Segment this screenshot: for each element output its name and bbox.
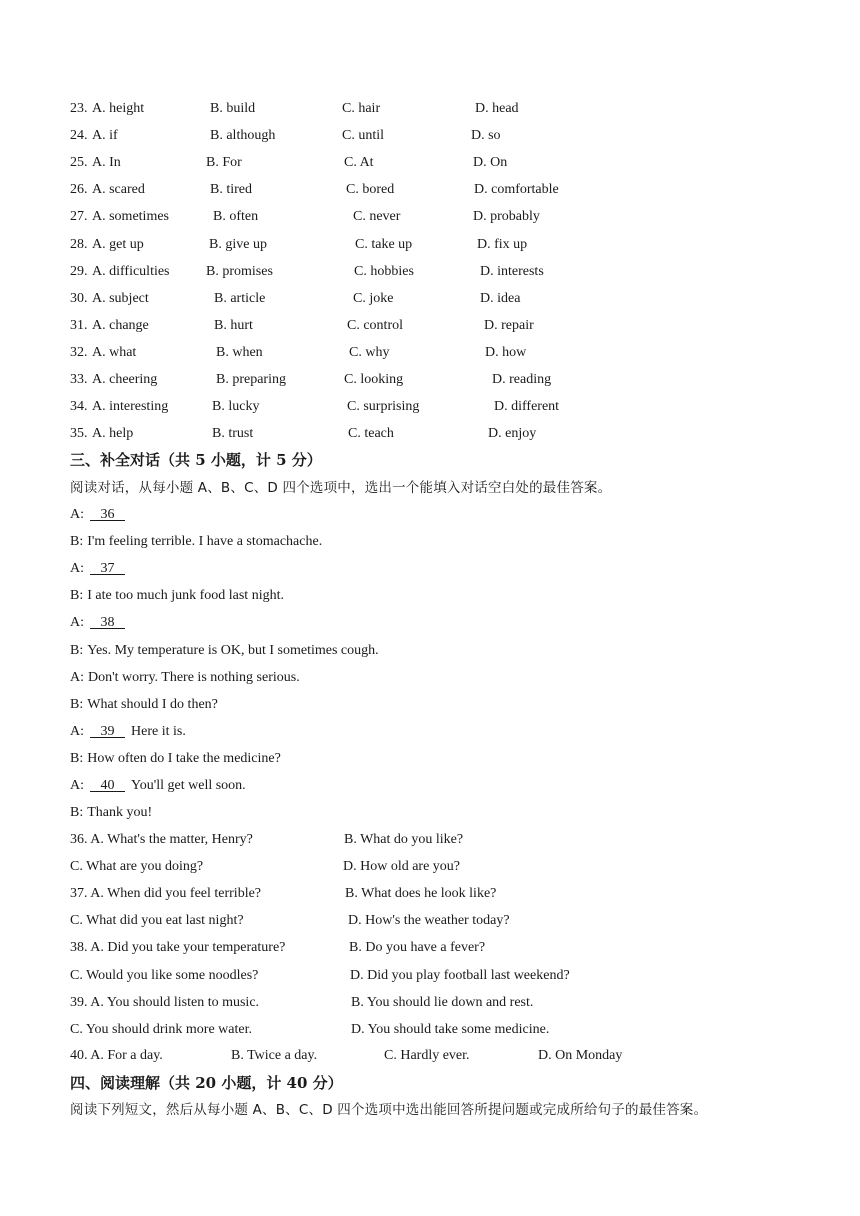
question-number: 33. bbox=[70, 372, 88, 387]
section-4-heading: 四、阅读理解（共 20 小题，计 40 分） bbox=[70, 1074, 343, 1092]
option-a: A. scared bbox=[92, 182, 145, 198]
option-b: B. build bbox=[210, 101, 256, 116]
blank-number: 39 bbox=[100, 723, 115, 739]
dialogue-line bbox=[70, 532, 322, 552]
dialogue-line bbox=[70, 559, 125, 579]
option-a: A. difficulties bbox=[92, 263, 170, 279]
question-number: 35. bbox=[70, 426, 88, 442]
question-number: 32. bbox=[70, 344, 88, 360]
question-number: 26. bbox=[70, 182, 88, 198]
option-right: D. How's the weather today? bbox=[348, 913, 510, 929]
answer-blank bbox=[90, 505, 125, 525]
option-c: C. hair bbox=[342, 101, 381, 116]
option-c: C. surprising bbox=[347, 399, 420, 415]
blank-number: 38 bbox=[100, 615, 115, 631]
option-d: D. On bbox=[473, 155, 508, 171]
option-a: A. help bbox=[92, 426, 134, 442]
option-d: D. how bbox=[485, 344, 527, 360]
speaker-label: A: bbox=[70, 778, 84, 793]
option-b: B. give up bbox=[209, 236, 267, 252]
option-d: D. so bbox=[471, 128, 501, 144]
option-b: B. when bbox=[216, 344, 263, 360]
option-d: D. On Monday bbox=[538, 1048, 623, 1063]
question-number: 23. bbox=[70, 101, 88, 116]
speaker-label: A: bbox=[70, 669, 84, 685]
option-c: C. take up bbox=[355, 236, 413, 252]
option-left: C. What are you doing? bbox=[70, 859, 204, 875]
option-left: 36. A. What's the matter, Henry? bbox=[70, 832, 253, 847]
option-c: C. Hardly ever. bbox=[384, 1048, 470, 1063]
option-c: C. control bbox=[347, 317, 403, 333]
speaker-label: A: bbox=[70, 561, 84, 577]
question-number: 29. bbox=[70, 263, 88, 279]
option-a: A. cheering bbox=[92, 372, 158, 387]
dialogue-text: What should I do then? bbox=[87, 696, 218, 712]
blank-number: 40 bbox=[100, 778, 115, 793]
dialogue-line bbox=[70, 668, 300, 688]
dialogue-line bbox=[70, 613, 125, 633]
dialogue-text: Don't worry. There is nothing serious. bbox=[88, 669, 300, 685]
dialogue-line bbox=[70, 695, 218, 715]
dialogue-line bbox=[70, 803, 152, 823]
option-d: D. probably bbox=[473, 209, 540, 225]
option-a: 40. A. For a day. bbox=[70, 1048, 163, 1063]
dialogue-text: Thank you! bbox=[87, 805, 153, 821]
dialogue-line bbox=[70, 749, 281, 769]
option-b: B. trust bbox=[212, 426, 254, 442]
option-right: D. You should take some medicine. bbox=[351, 1021, 550, 1037]
question-number: 30. bbox=[70, 290, 88, 306]
option-a: A. change bbox=[92, 317, 149, 333]
speaker-label: B: bbox=[70, 588, 84, 604]
question-number: 28. bbox=[70, 236, 88, 252]
dialogue-text: I'm feeling terrible. I have a stomachache. bbox=[87, 534, 323, 550]
option-d: D. different bbox=[494, 399, 560, 415]
dialogue-text: You'll get well soon. bbox=[131, 778, 246, 793]
question-number: 27. bbox=[70, 209, 88, 225]
option-b: B. Twice a day. bbox=[231, 1048, 318, 1063]
option-d: D. fix up bbox=[477, 236, 528, 252]
option-d: D. enjoy bbox=[488, 426, 537, 442]
speaker-label: B: bbox=[70, 805, 84, 821]
question-number: 34. bbox=[70, 399, 88, 415]
dialogue-line bbox=[70, 776, 246, 796]
speaker-label: B: bbox=[70, 534, 84, 550]
speaker-label: B: bbox=[70, 642, 84, 658]
option-b: B. hurt bbox=[214, 317, 253, 333]
option-b: B. promises bbox=[206, 263, 273, 279]
option-c: C. teach bbox=[348, 426, 394, 442]
option-b: B. For bbox=[206, 155, 242, 171]
option-a: A. subject bbox=[92, 290, 149, 306]
section-4-instruction: 阅读下列短文，然后从每小题 A、B、C、D 四个选项中选出能回答所提问题或完成所给句子的最佳答案。 bbox=[70, 1102, 708, 1118]
answer-blank bbox=[90, 776, 125, 796]
answer-blank bbox=[90, 559, 125, 579]
option-left: 38. A. Did you take your temperature? bbox=[70, 940, 286, 956]
dialogue-line bbox=[70, 722, 186, 742]
option-left: 37. A. When did you feel terrible? bbox=[70, 886, 262, 902]
answer-blank bbox=[90, 613, 125, 633]
option-a: A. if bbox=[92, 128, 118, 144]
speaker-label: B: bbox=[70, 750, 84, 766]
dialogue-text: Here it is. bbox=[131, 723, 186, 739]
speaker-label: A: bbox=[70, 615, 84, 631]
option-a: A. get up bbox=[92, 236, 144, 252]
option-b: B. often bbox=[213, 209, 259, 225]
option-d: D. reading bbox=[492, 372, 552, 387]
dialogue-text: How often do I take the medicine? bbox=[87, 750, 281, 766]
option-left: 39. A. You should listen to music. bbox=[70, 994, 260, 1010]
option-c: C. until bbox=[342, 128, 385, 144]
blank-number: 37 bbox=[100, 561, 115, 577]
option-a: A. In bbox=[92, 155, 121, 171]
dialogue-line bbox=[70, 641, 379, 661]
option-a: A. interesting bbox=[92, 399, 169, 415]
option-d: D. comfortable bbox=[474, 182, 559, 198]
speaker-label: A: bbox=[70, 723, 84, 739]
option-b: B. tired bbox=[210, 182, 252, 198]
option-right: B. Do you have a fever? bbox=[349, 940, 486, 956]
option-left: C. You should drink more water. bbox=[70, 1021, 252, 1037]
dialogue-line bbox=[70, 505, 125, 525]
option-c: C. At bbox=[344, 155, 374, 171]
option-right: B. You should lie down and rest. bbox=[351, 994, 534, 1010]
option-c: C. hobbies bbox=[354, 263, 414, 279]
option-left: C. Would you like some noodles? bbox=[70, 967, 259, 983]
blank-number: 36 bbox=[100, 507, 115, 522]
dialogue-text: I ate too much junk food last night. bbox=[87, 588, 284, 604]
option-a: A. what bbox=[92, 344, 137, 360]
dialogue-line bbox=[70, 586, 284, 606]
option-a: A. height bbox=[92, 101, 145, 116]
question-number: 24. bbox=[70, 128, 88, 144]
option-d: D. idea bbox=[480, 290, 521, 306]
option-d: D. interests bbox=[480, 263, 544, 279]
option-right: D. How old are you? bbox=[343, 859, 461, 875]
option-right: B. What do you like? bbox=[344, 832, 464, 847]
option-d: D. head bbox=[475, 101, 519, 116]
section-3-heading: 三、补全对话（共 5 小题，计 5 分） bbox=[70, 451, 322, 469]
option-c: C. looking bbox=[344, 372, 404, 387]
speaker-label: B: bbox=[70, 696, 84, 712]
question-number: 25. bbox=[70, 155, 88, 171]
option-c: C. never bbox=[353, 209, 401, 225]
option-c: C. bored bbox=[346, 182, 395, 198]
question-number: 31. bbox=[70, 317, 88, 333]
speaker-label: A: bbox=[70, 507, 84, 522]
option-b: B. preparing bbox=[216, 372, 286, 387]
option-b: B. article bbox=[214, 290, 266, 306]
dialogue-text: Yes. My temperature is OK, but I sometimes cough. bbox=[87, 642, 379, 658]
option-b: B. lucky bbox=[212, 399, 260, 415]
option-right: D. Did you play football last weekend? bbox=[350, 967, 570, 983]
option-right: B. What does he look like? bbox=[345, 886, 497, 902]
option-a: A. sometimes bbox=[92, 209, 169, 225]
option-left: C. What did you eat last night? bbox=[70, 913, 244, 929]
option-d: D. repair bbox=[484, 317, 534, 333]
answer-blank bbox=[90, 722, 125, 742]
section-3-instruction: 阅读对话，从每小题 A、B、C、D 四个选项中，选出一个能填入对话空白处的最佳答案。 bbox=[70, 480, 612, 496]
option-b: B. although bbox=[210, 128, 276, 144]
option-c: C. joke bbox=[353, 290, 394, 306]
option-c: C. why bbox=[349, 344, 390, 360]
